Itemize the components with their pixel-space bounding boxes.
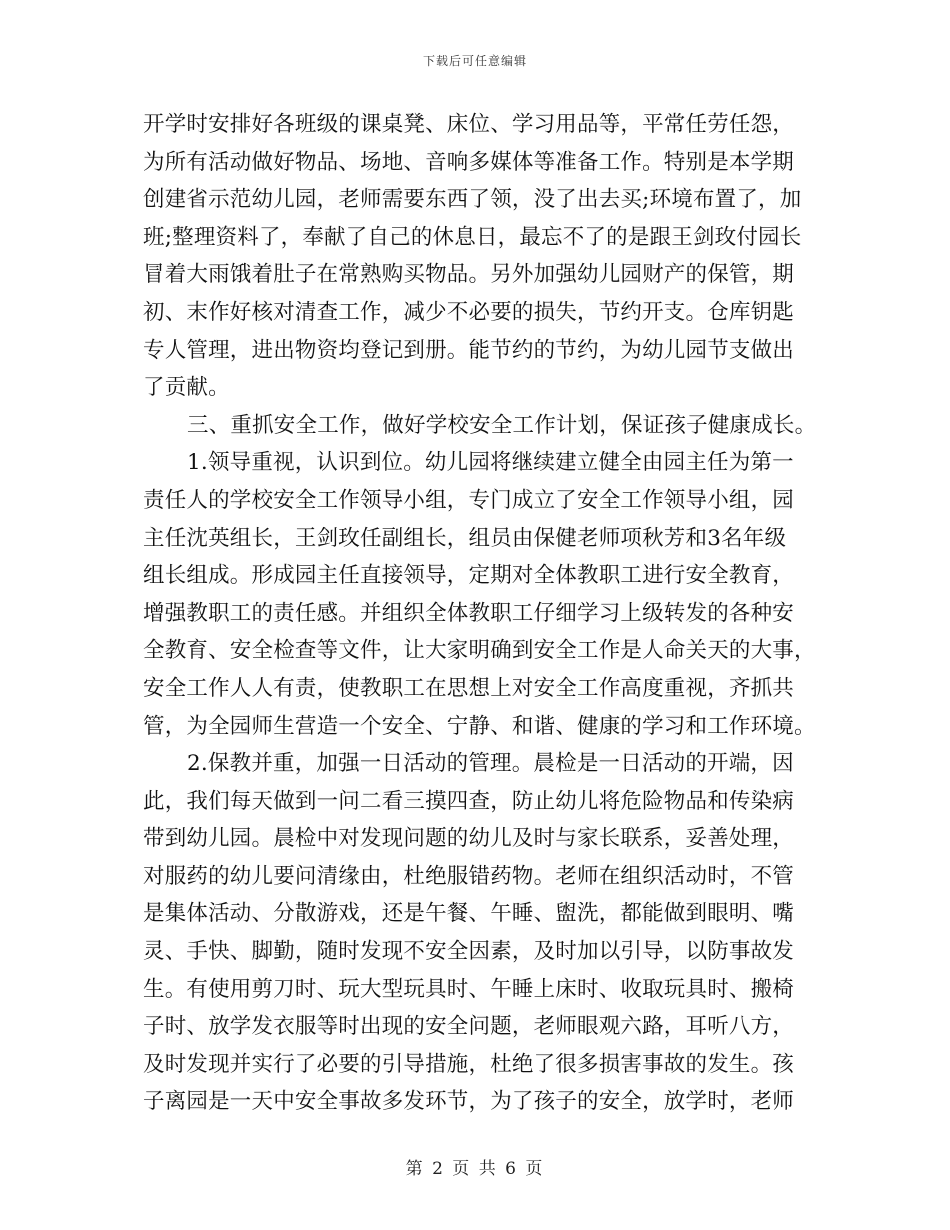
text-line: 安全工作人人有责，使教职工在思想上对安全工作高度重视，齐抓共 bbox=[143, 675, 795, 701]
text-line: 主任沈英组长，王剑玫任副组长，组员由保健老师项秋芳和3名年级 bbox=[143, 525, 787, 551]
text-line: 带到幼儿园。晨检中对发现问题的幼儿及时与家长联系，妥善处理， bbox=[143, 826, 795, 852]
page-header: 下载后可任意编辑 bbox=[422, 54, 527, 68]
page-footer: 第 2 页 共 6 页 bbox=[405, 1159, 545, 1179]
text-line: 创建省示范幼儿园，老师需要东西了领，没了出去买;环境布置了，加 bbox=[143, 187, 802, 213]
text-line: 子时、放学发衣服等时出现的安全问题，老师眼观六路，耳听八方， bbox=[143, 1014, 795, 1040]
text-line: 冒着大雨饿着肚子在常熟购买物品。另外加强幼儿园财产的保管，期 bbox=[143, 262, 795, 288]
text-line: 生。有使用剪刀时、玩大型玩具时、午睡上床时、收取玩具时、搬椅 bbox=[143, 976, 795, 1002]
section-heading: 三、重抓安全工作，做好学校安全工作计划，保证孩子健康成长。 bbox=[187, 412, 817, 438]
body-text bbox=[143, 106, 817, 1121]
text-line: 此，我们每天做到一问二看三摸四查，防止幼儿将危险物品和传染病 bbox=[143, 788, 795, 814]
text-line: 灵、手快、脚勤，随时发现不安全因素，及时加以引导，以防事故发 bbox=[143, 939, 795, 965]
text-line: 开学时安排好各班级的课桌凳、床位、学习用品等，平常任劳任怨， bbox=[143, 112, 795, 137]
text-line: 是集体活动、分散游戏，还是午餐、午睡、盥洗，都能做到眼明、嘴 bbox=[143, 901, 795, 927]
text-line: 全教育、安全检查等文件，让大家明确到安全工作是人命关天的大事， bbox=[143, 638, 816, 664]
text-line: 专人管理，进出物资均登记到册。能节约的节约，为幼儿园节支做出 bbox=[143, 337, 795, 363]
text-line: 为所有活动做好物品、场地、音响多媒体等准备工作。特别是本学期 bbox=[143, 149, 795, 175]
text-line: 管，为全园师生营造一个安全、宁静、和谐、健康的学习和工作环境。 bbox=[143, 713, 816, 739]
text-line: 责任人的学校安全工作领导小组，专门成立了安全工作领导小组，园 bbox=[143, 487, 795, 513]
text-line: 组长组成。形成园主任直接领导，定期对全体教职工进行安全教育， bbox=[143, 563, 795, 589]
paragraph-start: 2.保教并重，加强一日活动的管理。晨检是一日活动的开端，因 bbox=[187, 751, 794, 777]
paragraph-start: 1.领导重视，认识到位。幼儿园将继续建立健全由园主任为第一 bbox=[187, 450, 794, 476]
text-line: 子离园是一天中安全事故多发环节，为了孩子的安全，放学时，老师 bbox=[143, 1089, 795, 1115]
text-line: 了贡献。 bbox=[143, 375, 230, 401]
text-line: 初、末作好核对清查工作，减少不必要的损失，节约开支。仓库钥匙 bbox=[143, 299, 795, 325]
text-line: 班;整理资料了，奉献了自己的休息日，最忘不了的是跟王剑玫付园长 bbox=[143, 224, 802, 250]
text-line: 增强教职工的责任感。并组织全体教职工仔细学习上级转发的各种安 bbox=[143, 600, 795, 626]
text-line: 及时发现并实行了必要的引导措施，杜绝了很多损害事故的发生。孩 bbox=[143, 1051, 795, 1077]
text-line: 对服药的幼儿要问清缘由，杜绝服错药物。老师在组织活动时，不管 bbox=[143, 863, 795, 889]
